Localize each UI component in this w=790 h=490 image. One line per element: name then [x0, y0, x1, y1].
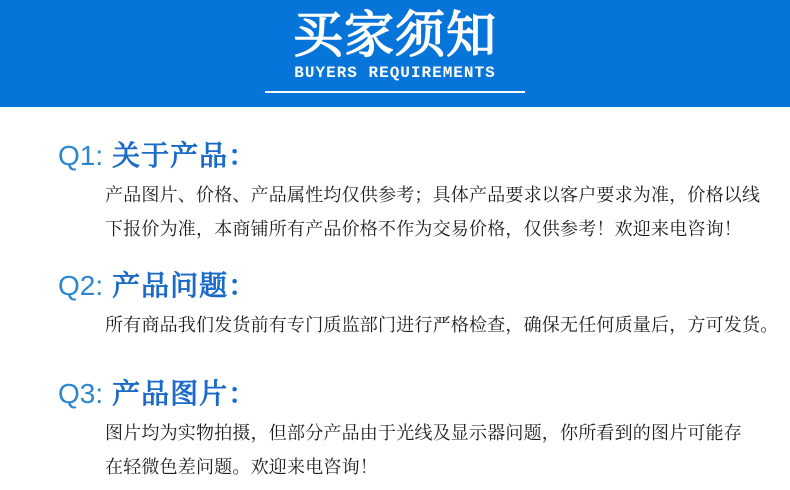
section-q3-heading	[58, 378, 748, 410]
q1-body	[58, 178, 761, 246]
notice-content	[0, 107, 790, 484]
section-q1-heading	[58, 140, 748, 172]
q2-title: 产品问题：	[112, 270, 258, 301]
q1-title: 关于产品：	[112, 140, 258, 171]
q3-body-line: 在轻微色差问题。欢迎来电咨询！	[105, 457, 378, 477]
q3-body-line: 图片均为实物拍摄，但部分产品由于光线及显示器问题，你所看到的图片可能存	[105, 423, 742, 443]
section-q2-heading	[58, 270, 748, 302]
section-q3	[58, 378, 748, 484]
q3-body	[58, 416, 748, 484]
q3-title: 产品图片：	[112, 378, 258, 409]
header-banner	[0, 0, 790, 107]
q2-body	[58, 308, 779, 342]
q1-body-line: 下报价为准，本商铺所有产品价格不作为交易价格，仅供参考！欢迎来电咨询！	[105, 219, 742, 239]
q2-body-line: 所有商品我们发货前有专门质监部门进行严格检查，确保无任何质量后，方可发货。	[105, 315, 779, 335]
section-q2	[58, 270, 779, 342]
section-q1	[58, 140, 761, 246]
title-underline-divider	[265, 91, 525, 93]
q1-body-line: 产品图片、价格、产品属性均仅供参考；具体产品要求以客户要求为准，价格以线	[105, 185, 761, 205]
q3-label: Q3:	[58, 378, 104, 409]
page-title: 买家须知	[293, 7, 497, 63]
q1-label: Q1:	[58, 140, 104, 171]
q2-label: Q2:	[58, 270, 104, 301]
page-subtitle: BUYERS REQUIREMENTS	[294, 64, 496, 82]
